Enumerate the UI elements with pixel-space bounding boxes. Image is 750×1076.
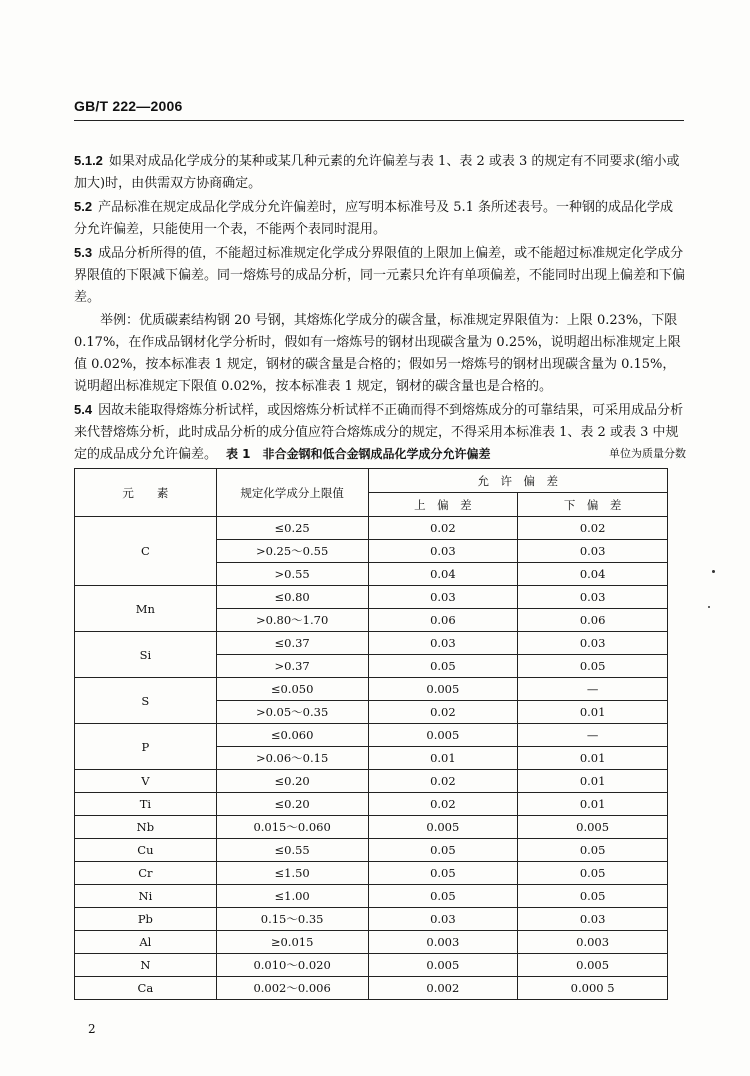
lower-deviation-cell: 0.05 xyxy=(518,655,668,678)
upper-deviation-cell: 0.06 xyxy=(368,609,518,632)
element-cell: Al xyxy=(75,931,217,954)
upper-deviation-cell: 0.02 xyxy=(368,517,518,540)
table-row xyxy=(75,908,668,931)
upper-deviation-cell: 0.005 xyxy=(368,954,518,977)
limit-cell: >0.37 xyxy=(216,655,368,678)
limit-cell: ≤0.37 xyxy=(216,632,368,655)
upper-deviation-cell: 0.003 xyxy=(368,931,518,954)
table-unit: 单位为质量分数 xyxy=(609,447,686,460)
element-cell: Mn xyxy=(75,586,217,632)
header-tolerance: 允 许 偏 差 xyxy=(368,469,668,493)
element-cell: Si xyxy=(75,632,217,678)
element-cell: Nb xyxy=(75,816,217,839)
table-row xyxy=(75,724,668,747)
page-number: 2 xyxy=(88,1022,96,1036)
limit-cell: ≤0.25 xyxy=(216,517,368,540)
scan-speck xyxy=(712,570,715,573)
table-row xyxy=(75,793,668,816)
upper-deviation-cell: 0.002 xyxy=(368,977,518,1000)
lower-deviation-cell: 0.01 xyxy=(518,701,668,724)
tolerance-table xyxy=(74,468,668,1000)
clause-5-3 xyxy=(74,242,686,309)
table-row xyxy=(75,977,668,1000)
element-cell: P xyxy=(75,724,217,770)
header-rule xyxy=(74,120,684,121)
clause-5-1-2 xyxy=(74,150,686,195)
element-cell: V xyxy=(75,770,217,793)
upper-deviation-cell: 0.05 xyxy=(368,655,518,678)
clause-text: 因故未能取得熔炼分析试样，或因熔炼分析试样不正确而得不到熔炼成分的可靠结果，可采用成品分析来代替熔炼分析，此时成品分析的成分值应符合熔炼成分的规定，不得采用本标准表 1、表 2 或表 3 中规定的成品成分允许偏差。 xyxy=(74,403,684,462)
element-cell: N xyxy=(75,954,217,977)
clause-number: 5.1.2 xyxy=(74,153,103,168)
upper-deviation-cell: 0.05 xyxy=(368,862,518,885)
lower-deviation-cell: 0.005 xyxy=(518,816,668,839)
example-text: 举例：优质碳素结构钢 20 号钢，其熔炼化学成分的碳含量，标准规定界限值为：上限 0.23%，下限 0.17%，在作成品钢材化学分析时，假如有一熔炼号的钢材出现碳含量为 0.25%，说明超出标准规定上限值 0.02%，按本标准表 1 规定，钢材的碳含量是合格的；假如另一熔炼号的钢材出现碳含量为 0.15%，说明超出标准规定下限值 0.02%，按本标准表 1 规定，钢材的碳含量也是合格的。 xyxy=(74,313,681,394)
limit-cell: ≤0.20 xyxy=(216,770,368,793)
element-cell: Ti xyxy=(75,793,217,816)
limit-cell: >0.25～0.55 xyxy=(216,540,368,563)
upper-deviation-cell: 0.03 xyxy=(368,540,518,563)
upper-deviation-cell: 0.02 xyxy=(368,701,518,724)
limit-cell: ≤1.50 xyxy=(216,862,368,885)
lower-deviation-cell: 0.003 xyxy=(518,931,668,954)
lower-deviation-cell: 0.02 xyxy=(518,517,668,540)
limit-cell: ≤0.20 xyxy=(216,793,368,816)
table-row xyxy=(75,839,668,862)
table-row xyxy=(75,632,668,655)
table-caption xyxy=(74,445,686,465)
limit-cell: 0.010～0.020 xyxy=(216,954,368,977)
element-cell: Ni xyxy=(75,885,217,908)
limit-cell: ≥0.015 xyxy=(216,931,368,954)
table-row xyxy=(75,862,668,885)
clause-number: 5.2 xyxy=(74,199,93,214)
element-cell: S xyxy=(75,678,217,724)
limit-cell: >0.06～0.15 xyxy=(216,747,368,770)
upper-deviation-cell: 0.04 xyxy=(368,563,518,586)
clause-5-2 xyxy=(74,196,686,241)
clause-text: 如果对成品化学成分的某种或某几种元素的允许偏差与表 1、表 2 或表 3 的规定有不同要求(缩小或加大)时，由供需双方协商确定。 xyxy=(74,154,680,191)
header-upper-deviation: 上 偏 差 xyxy=(368,493,518,517)
upper-deviation-cell: 0.03 xyxy=(368,908,518,931)
lower-deviation-cell: 0.01 xyxy=(518,747,668,770)
lower-deviation-cell: 0.03 xyxy=(518,632,668,655)
clause-number: 5.4 xyxy=(74,402,93,417)
element-cell: Pb xyxy=(75,908,217,931)
lower-deviation-cell: 0.000 5 xyxy=(518,977,668,1000)
element-cell: Ca xyxy=(75,977,217,1000)
lower-deviation-cell: — xyxy=(518,678,668,701)
body-text xyxy=(74,150,686,467)
lower-deviation-cell: 0.005 xyxy=(518,954,668,977)
limit-cell: ≤0.55 xyxy=(216,839,368,862)
limit-cell: 0.002～0.006 xyxy=(216,977,368,1000)
clause-text: 产品标准在规定成品化学成分允许偏差时，应写明本标准号及 5.1 条所述表号。一种钢的成品化学成分允许偏差，只能使用一个表，不能两个表同时混用。 xyxy=(74,200,674,237)
element-cell: Cu xyxy=(75,839,217,862)
header-element: 元 素 xyxy=(75,469,217,517)
lower-deviation-cell: — xyxy=(518,724,668,747)
upper-deviation-cell: 0.01 xyxy=(368,747,518,770)
table-row xyxy=(75,816,668,839)
limit-cell: ≤1.00 xyxy=(216,885,368,908)
table-row xyxy=(75,586,668,609)
upper-deviation-cell: 0.02 xyxy=(368,770,518,793)
limit-cell: ≤0.060 xyxy=(216,724,368,747)
table-row xyxy=(75,885,668,908)
lower-deviation-cell: 0.06 xyxy=(518,609,668,632)
lower-deviation-cell: 0.05 xyxy=(518,839,668,862)
upper-deviation-cell: 0.05 xyxy=(368,839,518,862)
lower-deviation-cell: 0.03 xyxy=(518,586,668,609)
limit-cell: 0.015～0.060 xyxy=(216,816,368,839)
standard-header: GB/T 222—2006 xyxy=(74,98,183,114)
clause-number: 5.3 xyxy=(74,245,93,260)
lower-deviation-cell: 0.05 xyxy=(518,862,668,885)
limit-cell: >0.55 xyxy=(216,563,368,586)
table-row xyxy=(75,931,668,954)
upper-deviation-cell: 0.005 xyxy=(368,724,518,747)
table-row xyxy=(75,517,668,540)
limit-cell: ≤0.050 xyxy=(216,678,368,701)
lower-deviation-cell: 0.03 xyxy=(518,908,668,931)
upper-deviation-cell: 0.05 xyxy=(368,885,518,908)
table-title: 表 1 非合金钢和低合金钢成品化学成分允许偏差 xyxy=(226,447,491,461)
lower-deviation-cell: 0.05 xyxy=(518,885,668,908)
header-upper-limit: 规定化学成分上限值 xyxy=(216,469,368,517)
upper-deviation-cell: 0.02 xyxy=(368,793,518,816)
upper-deviation-cell: 0.005 xyxy=(368,816,518,839)
element-cell: C xyxy=(75,517,217,586)
scan-speck xyxy=(708,606,710,608)
upper-deviation-cell: 0.03 xyxy=(368,632,518,655)
header-lower-deviation: 下 偏 差 xyxy=(518,493,668,517)
limit-cell: >0.80～1.70 xyxy=(216,609,368,632)
table-row xyxy=(75,770,668,793)
lower-deviation-cell: 0.01 xyxy=(518,770,668,793)
table-row xyxy=(75,678,668,701)
lower-deviation-cell: 0.04 xyxy=(518,563,668,586)
limit-cell: ≤0.80 xyxy=(216,586,368,609)
clause-text: 成品分析所得的值，不能超过标准规定化学成分界限值的上限加上偏差，或不能超过标准规定化学成分界限值的下限减下偏差。同一熔炼号的成品分析，同一元素只允许有单项偏差，不能同时出现上偏差和下偏差。 xyxy=(74,246,686,305)
lower-deviation-cell: 0.03 xyxy=(518,540,668,563)
lower-deviation-cell: 0.01 xyxy=(518,793,668,816)
table-row xyxy=(75,954,668,977)
element-cell: Cr xyxy=(75,862,217,885)
limit-cell: 0.15～0.35 xyxy=(216,908,368,931)
upper-deviation-cell: 0.005 xyxy=(368,678,518,701)
example-paragraph xyxy=(74,310,686,398)
limit-cell: >0.05～0.35 xyxy=(216,701,368,724)
upper-deviation-cell: 0.03 xyxy=(368,586,518,609)
